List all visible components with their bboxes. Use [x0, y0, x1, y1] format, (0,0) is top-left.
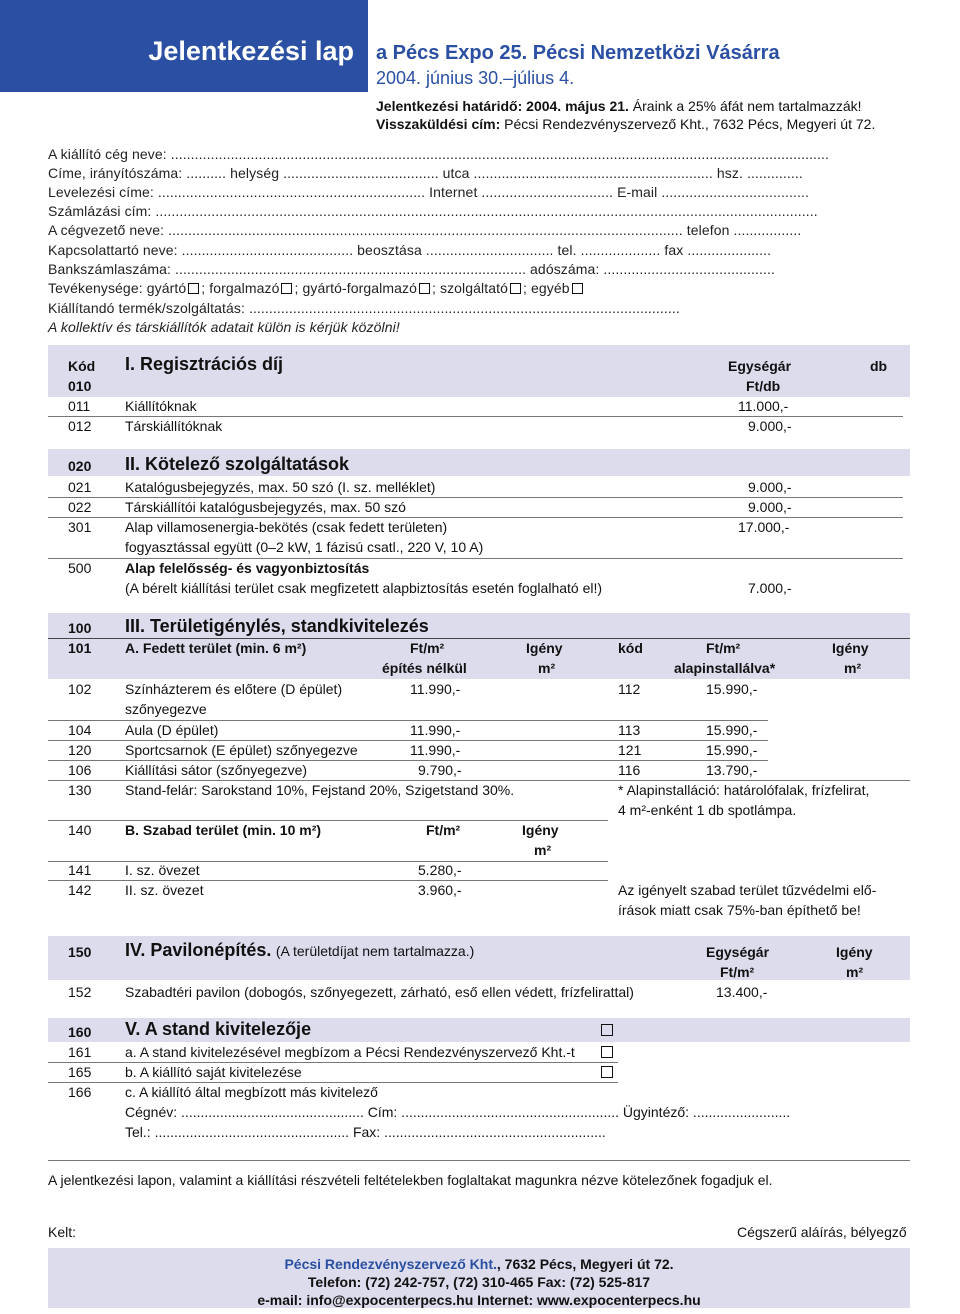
- divider: [48, 558, 903, 559]
- checkbox-organizer-builds[interactable]: [601, 1046, 613, 1058]
- footer-web: e-mail: info@expocenterpecs.hu Internet: www.expocenterpecs.hu: [257, 1292, 701, 1308]
- deadline-line: [376, 98, 862, 114]
- s3-r140-name: B. Szabad terület (min. 10 m²): [125, 822, 322, 838]
- event-dates: 2004. június 30.–július 4.: [376, 68, 575, 88]
- s5-row-name: a. A stand kivitelezésével megbízom a Pécsi Rendezvényszervező Kht.-t: [125, 1044, 575, 1060]
- s1-db-label: db: [870, 358, 888, 374]
- collective-note: A kollektív és társkiállítók adatait külön is kérjük közölni!: [48, 319, 400, 335]
- activity-option-other: egyéb: [530, 280, 570, 296]
- footer-addr: , 7632 Pécs, Megyeri út 72.: [496, 1256, 674, 1272]
- divider: [48, 740, 768, 741]
- product-field[interactable]: Kiállítandó termék/szolgáltatás: ............................................................................................................: [48, 300, 680, 316]
- s3-row-name: Sportcsarnok (E épület) szőnyegezve: [125, 742, 358, 758]
- s3-r141-name: I. sz. övezet: [125, 862, 200, 878]
- return-address: Pécsi Rendezvényszervező Kht., 7632 Pécs, Megyeri út 72.: [500, 116, 876, 132]
- s3-title: III. Területigénylés, standkivitelezés: [125, 616, 429, 636]
- s3-r140-need: Igény: [522, 822, 559, 838]
- checkbox-service[interactable]: [510, 283, 521, 294]
- s3-h-need1: Igény: [526, 640, 563, 656]
- checkbox-manufacturer-distributor[interactable]: [419, 283, 430, 294]
- s3-r142-note2: írások miatt csak 75%-ban építhető be!: [618, 902, 861, 918]
- s2-row-name: Alap villamosenergia-bekötés (csak fedett területen): [125, 519, 448, 535]
- s4-row-name: Szabadtéri pavilon (dobogós, szőnyegezett, zárható, eső ellen védett, frízfelirattal): [125, 984, 634, 1000]
- s3-h-kod: kód: [618, 640, 643, 656]
- s4-row-code: 152: [68, 984, 92, 1000]
- s3-r141-price: 5.280,-: [418, 862, 462, 878]
- date-label: Kelt:: [48, 1224, 77, 1240]
- s3-r140-price: Ft/m²: [426, 822, 461, 838]
- deadline-label: Jelentkezési határidő: 2004. május 21.: [376, 98, 629, 114]
- s3-row-price1: 11.990,-: [410, 681, 461, 697]
- s1-title: I. Regisztrációs díj: [125, 354, 284, 374]
- checkbox-distributor[interactable]: [281, 283, 292, 294]
- footer: [48, 1248, 910, 1308]
- footer-org: Pécsi Rendezvényszervező Kht.: [284, 1256, 497, 1272]
- s3-row-name: Színházterem és előtere (D épület): [125, 681, 343, 697]
- s4-need2: m²: [846, 964, 864, 980]
- s3-r142-code: 142: [68, 882, 92, 898]
- s4-code: 150: [68, 944, 92, 960]
- s2-row-price: 9.000,-: [748, 499, 792, 515]
- s5-row-name: c. A kiállító által megbízott más kivitelező: [125, 1084, 378, 1100]
- s3-row-code: 120: [68, 742, 92, 758]
- divider: [48, 416, 903, 417]
- s1-unit-label: Egységár: [728, 358, 792, 374]
- s2-row-name: Alap felelősség- és vagyonbiztosítás: [125, 560, 370, 576]
- address-field[interactable]: Címe, irányítószáma: .......... helység ....................................... utca ............................................................ hsz. ..............: [48, 165, 803, 181]
- deadline-note: Áraink a 25% áfát nem tartalmazzák!: [628, 98, 862, 114]
- s2-row-price: 7.000,-: [748, 580, 792, 596]
- s2-row-code: 500: [68, 560, 92, 576]
- s3-row-code: 102: [68, 681, 92, 697]
- s1-row-price: 9.000,-: [748, 418, 792, 434]
- divider: [48, 1160, 910, 1161]
- activity-option-manufacturer-distributor: gyártó-forgalmazó: [302, 280, 417, 296]
- contractor-details-field[interactable]: Cégnév: ............................................... Cím: ........................................................ Ügyintéző: .........................: [125, 1104, 791, 1120]
- s4-unit: Egységár: [706, 944, 770, 960]
- s3-row-code: 104: [68, 722, 92, 738]
- s5-row-code: 166: [68, 1084, 92, 1100]
- footer-phones: Telefon: (72) 242-757, (72) 310-465 Fax: (72) 525-817: [307, 1274, 651, 1290]
- s3-r130-code: 130: [68, 782, 92, 798]
- mailing-address-field[interactable]: Levelezési címe: ................................................................... Internet ................................. E-mail .....................................: [48, 184, 809, 200]
- s3-row-price2: 15.990,-: [706, 742, 758, 758]
- activity-option-manufacturer: gyártó: [146, 280, 187, 296]
- s3-h-price1: Ft/m²: [410, 640, 445, 656]
- s3-row-price1: 9.790,-: [418, 762, 462, 778]
- return-label: Visszaküldési cím:: [376, 116, 501, 132]
- s1-row-name: Társkiállítóknak: [125, 418, 223, 434]
- s4-title-line: [125, 940, 474, 961]
- s2-row-price: 17.000,-: [738, 519, 790, 535]
- s4-row-price: 13.400,-: [716, 984, 768, 1000]
- s2-code: 020: [68, 458, 92, 474]
- s2-row-code: 021: [68, 479, 92, 495]
- checkbox-manufacturer[interactable]: [188, 283, 199, 294]
- activity-option-distributor: forgalmazó: [209, 280, 280, 296]
- s3-row-code: 106: [68, 762, 92, 778]
- s3-h-price1b: építés nélkül: [382, 660, 467, 676]
- divider: [48, 1062, 618, 1063]
- s3-h-price2: Ft/m²: [706, 640, 741, 656]
- billing-address-field[interactable]: Számlázási cím: ......................................................................................................................................................................: [48, 203, 818, 219]
- s5-row-code: 165: [68, 1064, 92, 1080]
- s1-unit-sub: Ft/db: [746, 378, 781, 394]
- s3-row-code2: 116: [618, 762, 641, 778]
- signature-label: Cégszerű aláírás, bélyegző: [737, 1224, 907, 1240]
- s3-h-name: A. Fedett terület (min. 6 m²): [125, 640, 307, 656]
- s3-row-price2: 13.790,-: [706, 762, 758, 778]
- s2-row-code: 022: [68, 499, 92, 515]
- divider: [48, 780, 910, 781]
- divider: [48, 820, 608, 821]
- s3-code: 100: [68, 620, 92, 636]
- s3-row-name-2: szőnyegezve: [125, 701, 207, 717]
- divider: [48, 638, 910, 639]
- divider: [48, 497, 903, 498]
- contact-person-field[interactable]: Kapcsolattartó neve: ........................................... beosztása ................................ tel. .................... fax .....................: [48, 242, 772, 258]
- divider: [48, 1082, 618, 1083]
- s3-row-price2: 15.990,-: [706, 722, 758, 738]
- activity-row: Tevékenysége: gyártó ; forgalmazó ; gyártó-forgalmazó ; szolgáltató ; egyéb: [48, 280, 585, 296]
- s1-row-name: Kiállítóknak: [125, 398, 197, 414]
- s1-kod-label: Kód: [68, 358, 96, 374]
- s3-r142-note1: Az igényelt szabad terület tűzvédelmi elő-: [618, 882, 877, 898]
- event-name: a Pécs Expo 25. Pécsi Nemzetközi Vásárra: [376, 42, 780, 64]
- divider: [48, 880, 608, 881]
- s3-r140-code: 140: [68, 822, 92, 838]
- divider: [48, 720, 768, 721]
- checkbox-other[interactable]: [572, 283, 583, 294]
- s5-row-code: 161: [68, 1044, 92, 1060]
- s4-need: Igény: [836, 944, 873, 960]
- checkbox-self-build[interactable]: [601, 1066, 613, 1078]
- s5-row-name: b. A kiállító saját kivitelezése: [125, 1064, 302, 1080]
- s3-row-price1: 11.990,-: [410, 742, 461, 758]
- s5-code: 160: [68, 1024, 92, 1040]
- s5-title: V. A stand kivitelezője: [125, 1019, 312, 1039]
- s1-row-code: 011: [68, 398, 91, 414]
- s3-r130-note1: * Alapinstalláció: határolófalak, frízfelirat,: [618, 782, 870, 798]
- s3-r142-name: II. sz. övezet: [125, 882, 204, 898]
- s2-row-name: Társkiállítói katalógusbejegyzés, max. 50 szó: [125, 499, 406, 515]
- company-name-field[interactable]: A kiállító cég neve: .....................................................................................................................................................................: [48, 146, 830, 162]
- s1-row-price: 11.000,-: [738, 398, 789, 414]
- s1-kod-num: 010: [68, 378, 92, 394]
- s2-row-code: 301: [68, 519, 92, 535]
- activity-option-service: szolgáltató: [439, 280, 508, 296]
- s3-r142-price: 3.960,-: [418, 882, 462, 898]
- page-title: Jelentkezési lap: [148, 36, 354, 66]
- s3-r130-note2: 4 m²-enként 1 db spotlámpa.: [618, 802, 797, 818]
- s3-row-code2: 112: [618, 681, 641, 697]
- manager-name-field[interactable]: A cégvezető neve: ................................................................................................................................. telefon .................: [48, 222, 802, 238]
- contractor-phone-field[interactable]: Tel.: .................................................. Fax: .........................................................: [125, 1124, 606, 1140]
- s3-h-code: 101: [68, 640, 92, 656]
- s3-h-price2b: alapinstallálva*: [674, 660, 776, 676]
- s3-row-price1: 11.990,-: [410, 722, 461, 738]
- s3-row-code2: 121: [618, 742, 642, 758]
- footer-address: [48, 1256, 910, 1272]
- s4-subtitle: (A területdíjat nem tartalmazza.): [275, 943, 475, 959]
- s1-row-code: 012: [68, 418, 92, 434]
- s2-row-price: 9.000,-: [748, 479, 792, 495]
- s3-row-name: Aula (D épület): [125, 722, 219, 738]
- s3-r130-text: Stand-felár: Sarokstand 10%, Fejstand 20%, Szigetstand 30%.: [125, 782, 515, 798]
- divider: [48, 517, 903, 518]
- s3-h-need2b: m²: [844, 660, 862, 676]
- s4-title: IV. Pavilonépítés.: [125, 940, 272, 960]
- divider: [48, 760, 768, 761]
- s3-h-need1b: m²: [538, 660, 556, 676]
- s3-row-price2: 15.990,-: [706, 681, 758, 697]
- s3-row-code2: 113: [618, 722, 641, 738]
- acceptance-statement: A jelentkezési lapon, valamint a kiállítási részvételi feltételekben foglaltakat magunkra nézve kötelezőnek fogadjuk el.: [48, 1172, 773, 1188]
- s4-unit2: Ft/m²: [720, 964, 755, 980]
- s2-row-name: Katalógusbejegyzés, max. 50 szó (I. sz. melléklet): [125, 479, 436, 495]
- bank-account-field[interactable]: Bankszámlaszáma: ........................................................................................ adószáma: ...........................................: [48, 261, 775, 277]
- activity-label: Tevékenysége:: [48, 280, 143, 296]
- s3-r140-need2: m²: [534, 842, 552, 858]
- s3-row-name: Kiállítási sátor (szőnyegezve): [125, 762, 308, 778]
- s2-title: II. Kötelező szolgáltatások: [125, 454, 350, 474]
- checkbox-section-5[interactable]: [601, 1024, 613, 1036]
- title-band: [0, 0, 368, 92]
- s2-row-name-2: (A bérelt kiállítási terület csak megfizetett alapbiztosítás esetén foglalható el!): [125, 580, 603, 596]
- s3-h-need2: Igény: [832, 640, 869, 656]
- return-line: [376, 116, 875, 132]
- s2-row-name-2: fogyasztással együtt (0–2 kW, 1 fázisú csatl., 220 V, 10 A): [125, 539, 484, 555]
- s3-r141-code: 141: [68, 862, 92, 878]
